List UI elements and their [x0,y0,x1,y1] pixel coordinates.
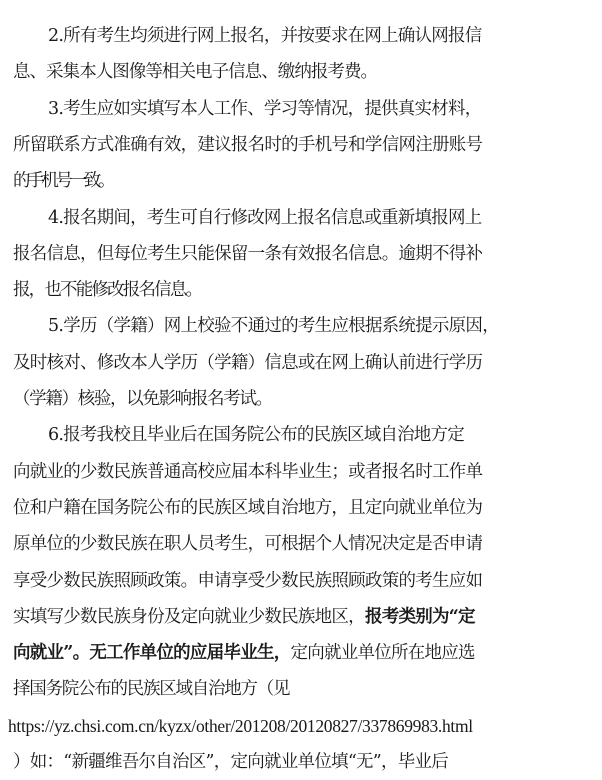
text-run: 报名信息，但每位考生只能保留一条有效报名信息。逾期不得补 [13,243,483,264]
paragraph-line [48,91,602,127]
text-run: 实填写少数民族身份及定向就业少数民族地区， [13,606,365,627]
paragraph-line [13,163,602,199]
bold-text-run: 报考类别为“定 [364,606,475,627]
text-run: 位和户籍在国务院公布的民族区域自治地方，且定向就业单位为 [13,497,483,518]
text-run: （学籍）核验，以免影响报名考试。 [13,389,272,409]
paragraph-line [13,635,602,671]
paragraph-line [13,127,602,163]
text-run: 享受少数民族照顾政策。申请享受少数民族照顾政策的考生应如 [13,570,483,591]
bold-text-run: 向就业”。无工作单位的应届毕业生， [13,643,291,664]
text-run: 择国务院公布的民族区域自治地方（见 [13,679,290,700]
paragraph-line [48,308,602,344]
paragraph-line [13,671,602,707]
text-run: 向就业的少数民族普通高校应届本科毕业生；或者报名时工作单 [13,461,483,482]
paragraph-line [13,454,602,490]
paragraph-line [48,18,602,54]
text-run: 及时核对、修改本人学历（学籍）信息或在网上确认前进行学历 [13,352,483,373]
paragraph-line [13,563,602,599]
paragraph-line [13,526,602,562]
paragraph-line [13,272,602,308]
paragraph-line [13,744,602,780]
text-run: 报，也不能修改报名信息。 [13,280,202,301]
text-run: 定向就业单位所在地应选 [290,643,475,664]
paragraph-line [48,417,602,453]
text-run: 息、采集本人图像等相关电子信息、缴纳报考费。 [13,62,378,83]
paragraph-line [48,200,602,236]
paragraph-line [13,345,602,381]
paragraph-line [13,490,602,526]
paragraph-line [13,54,602,90]
paragraph-line [8,708,602,744]
text-run: https://yz.chsi.com.cn/kyzx/other/201208/20120827/337869983.html [8,715,473,736]
text-run: 所留联系方式准确有效，建议报名时的手机号和学信网注册账号 [13,134,483,155]
text-run: 4.报名期间，考生可自行修改网上报名信息或重新填报网上 [48,207,482,228]
text-run: 3.考生应如实填写本人工作、学习等情况，提供真实材料， [48,98,482,119]
paragraph-line [13,236,602,272]
paragraph-line [13,599,602,635]
paragraph-line [13,381,602,417]
text-run: 原单位的少数民族在职人员考生，可根据个人情况决定是否申请 [13,534,483,555]
text-run: 2.所有考生均须进行网上报名，并按要求在网上确认网报信 [48,26,482,46]
text-run: ）如：“新疆维吾尔自治区”，定向就业单位填“无”，毕业后 [13,752,449,772]
text-run: 的手机号一致。 [13,171,113,192]
text-run: 5.学历（学籍）网上校验不通过的考生应根据系统提示原因， [48,316,499,337]
text-run: 6.报考我校且毕业后在国务院公布的民族区域自治地方定 [48,425,464,446]
